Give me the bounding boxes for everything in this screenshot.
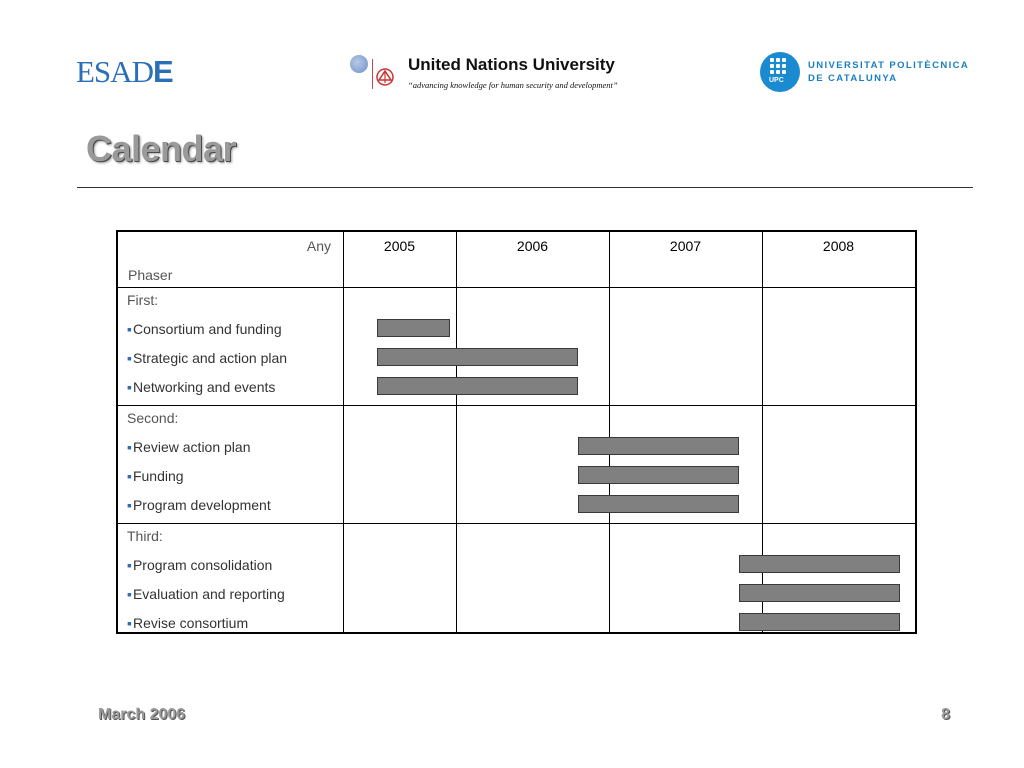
phase-label: First: [127,292,159,308]
unu-divider [372,59,373,89]
un-globe-icon [350,55,368,73]
phase-divider [118,523,915,524]
task-label: ▪ Program development [127,497,271,513]
slide-title: Calendar [86,128,237,169]
gantt-bar [377,348,579,366]
unu-emblem-icon [375,67,395,87]
task-label: ▪ Networking and events [127,379,275,395]
upc-name-line-1: UNIVERSITAT POLITÈCNICA [808,60,970,71]
gantt-bar [578,466,739,484]
gantt-bar [578,437,739,455]
title-divider [77,187,973,188]
esade-logo-text: ESAD [76,54,153,89]
upc-logo [760,52,980,94]
task-label: ▪ Consortium and funding [127,321,282,337]
header-corner-phase-label: Phaser [128,267,173,283]
unu-logo [350,53,640,97]
upc-abbreviation: UPC [769,77,784,84]
gantt-bar [377,319,450,337]
esade-logo [76,54,173,90]
phase-divider [118,405,915,406]
unu-tagline: “advancing knowledge for human security and development” [408,80,618,90]
gantt-bar [578,495,739,513]
upc-emblem-icon [760,52,800,92]
calendar-table [116,230,917,634]
year-column-divider [456,232,457,632]
task-label: ▪ Review action plan [127,439,250,455]
task-label: ▪ Program consolidation [127,557,272,573]
year-header: 2007 [669,238,702,254]
gantt-bar [377,377,579,395]
upc-name-line-2: DE CATALUNYA [808,73,898,84]
gantt-bar [739,584,900,602]
phase-label: Second: [127,410,179,426]
task-label: ▪ Revise consortium [127,615,248,631]
task-label: ▪ Strategic and action plan [127,350,287,366]
esade-logo-last-letter: E [152,54,173,89]
task-label: ▪ Evaluation and reporting [127,586,285,602]
year-column-divider [609,232,610,632]
year-header: 2006 [516,238,549,254]
page-number: 8 [941,706,950,723]
year-column-divider [343,232,344,632]
year-header: 2005 [383,238,416,254]
gantt-bar [739,613,900,631]
header-corner-year-label: Any [306,238,331,254]
unu-title: United Nations University [408,55,615,74]
phase-label: Third: [127,528,163,544]
upc-name [808,59,969,85]
task-label: ▪ Funding [127,468,184,484]
year-header: 2008 [822,238,855,254]
header-divider [118,287,915,288]
gantt-bar [739,555,900,573]
footer-date: March 2006 [98,706,186,723]
